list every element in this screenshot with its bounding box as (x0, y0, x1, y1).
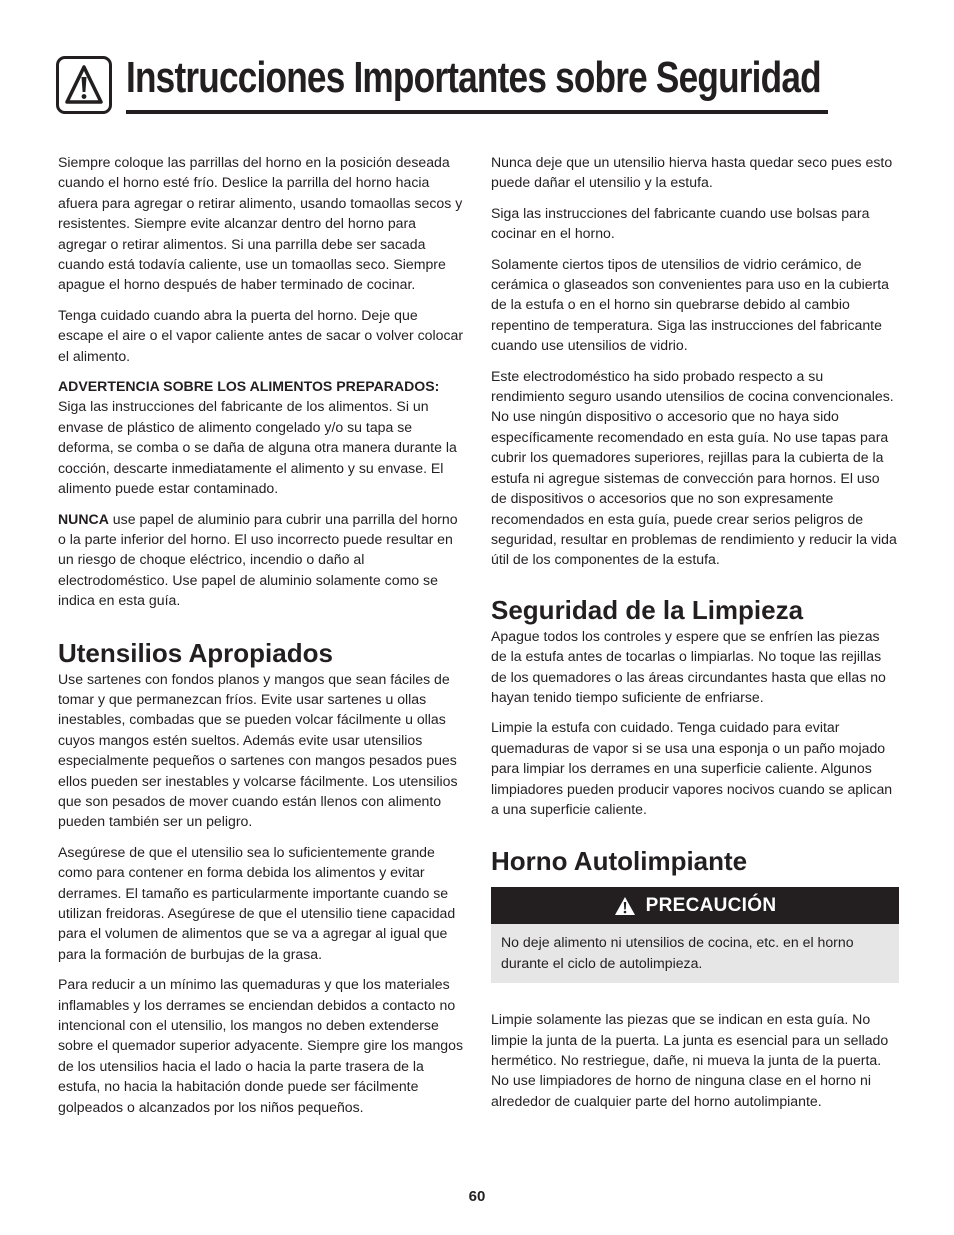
caution-header (491, 887, 899, 924)
caution-text: No deje alimento ni utensilios de cocina, etc. en el horno durante el ciclo de autolimpieza. (501, 934, 854, 971)
paragraph-racks: Siempre coloque las parrillas del horno en la posición deseada cuando el horno esté frío. Deslice la parrilla del horno hacia afuera para agregar o retirar alimento, usando tomaollas secos y resistentes. Siempre evite alcanzar dentro del horno para agregar o retirar alimentos. Si una parrilla debe ser sacada cuando está todavía caliente, use un tomaollas seco. Siempre apague el horno después de haber terminado de cocinar. (58, 154, 463, 293)
warning-triangle-icon (56, 56, 112, 114)
right-column (491, 152, 899, 1121)
prepared-food-warning-lead: ADVERTENCIA SOBRE LOS ALIMENTOS PREPARADOS: (58, 378, 440, 395)
paragraph-cool-down: Apague todos los controles y espere que se enfríen las piezas de la estufa antes de tocarlas o limpiarlas. No toque las rejillas de los quemadores o las áreas circundantes hasta que ellas no hayan tenido tiempo suficiente de enfriarse. (491, 627, 886, 705)
paragraph-clean-carefully: Limpie la estufa con cuidado. Tenga cuidado para evitar quemaduras de vapor si se usa una esponja o un paño mojado para limpiar los derrames en una superficie caliente. Algunos limpiadores pueden producir vapores nocivos cuando se aplican a una superficie caliente. (491, 719, 893, 817)
title-underline (126, 110, 828, 114)
caution-box (491, 887, 899, 983)
paragraph-utensil-size: Asegúrese de que el utensilio sea lo suficientemente grande como para contener en forma debida los alimentos y evitar derrames. El tamaño es particularmente importante cuando se utilizan freidoras. Asegúrese de que el utensilio tiene capacidad para el volumen de alimentos que se va a agregar al igual que para la formación de burbujas de la grasa. (58, 843, 456, 962)
section-heading-seguridad-limpieza: Seguridad de la Limpieza (491, 594, 804, 625)
page-title: Instrucciones Importantes sobre Seguridad (126, 53, 821, 102)
paragraph-accessories: Este electrodoméstico ha sido probado respecto a su rendimiento seguro usando utensilios de cocina convencionales. No use ningún dispositivo o accesorio que no haya sido específicamente recomendado en esta guía. No use tapas para cubrir los quemadores superiores, rejillas para la cubierta de la estufa ni agregue sistemas de convección para hornos. El uso de dispositivos o accesorios que no son expresamente recomendados en esta guía, puede crear serios peligros de seguridad, resultar en problemas de rendimiento y reducir la vida útil de los componentes de la estufa. (491, 367, 897, 568)
section-heading-utensilios: Utensilios Apropiados (58, 637, 333, 668)
left-column (58, 152, 466, 1127)
caution-label: PRECAUCIÓN (645, 894, 777, 916)
caution-body (491, 924, 899, 983)
paragraph-cooking-bags: Siga las instrucciones del fabricante cuando use bolsas para cocinar en el horno. (491, 204, 870, 242)
paragraph-oven-door: Tenga cuidado cuando abra la puerta del horno. Deje que escape el aire o el vapor caliente antes de sacar o volver colocar el alimento. (58, 306, 464, 364)
paragraph-aluminum-foil (58, 509, 466, 611)
prepared-food-warning-text: Siga las instrucciones del fabricante de los alimentos. Si un envase de plástico de alimento congelado y/o su tapa se deforma, se comba o se daña de alguna otra manera durante la cocción, descarte inmediatamente el alimento y su envase. El alimento puede estar contaminado. (58, 398, 457, 497)
paragraph-door-gasket: Limpie solamente las piezas que se indican en esta guía. No limpie la junta de la puerta. La junta es esencial para un sellado hermético. No restriegue, dañe, ni mueva la junta de la puerta. No use limpiadores de horno de ninguna clase en el horno ni alrededor de cualquier parte del horno autolimpiante. (491, 1011, 889, 1109)
aluminum-foil-text: use papel de aluminio para cubrir una parrilla del horno o la parte inferior del horno. El uso incorrecto puede resultar en un riesgo de choque eléctrico, incendio o daño al electrodoméstico. Use papel de aluminio solamente como se indica en esta guía. (58, 510, 458, 609)
never-lead: NUNCA (58, 510, 109, 527)
paragraph-flat-pans: Use sartenes con fondos planos y mangos que sean fáciles de tomar y que permanezcan fríos. Evite usar sartenes u ollas inestables, combadas que se pueden volcar fácilmente u ollas cuyos mangos estén sueltos. Además evite usar utensilios especialmente pequeños o sartenes con mangos pesados pues ellos pueden ser inestables y volcarse fácilmente. Los utensilios que son pesados de mover cuando están llenos con alimento pueden también ser un peligro. (58, 670, 458, 830)
paragraph-handles: Para reducir a un mínimo las quemaduras y que los materiales inflamables y los derrames se enciendan debidos a contacto no intencional con el utensilio, los mangos no deben extenderse sobre el quemador superior adyacente. Siempre gire los mangos de los utensilios hacia el lado o hacia la parte trasera de la estufa, no hacia la habitación donde puede ser fácilmente golpeados o alcanzados por los niños pequeños. (58, 976, 464, 1115)
page-number: 60 (468, 1188, 486, 1205)
paragraph-glass-cookware: Solamente ciertos tipos de utensilios de vidrio cerámico, de cerámica o glaseados son convenientes para uso en la cubierta de la estufa o en el horno sin quebrarse debido al cambio repentino de temperatura. Siga las instrucciones del fabricante cuando use utensilios de vidrio. (491, 255, 890, 354)
section-heading-horno-autolimpiante: Horno Autolimpiante (491, 846, 748, 877)
paragraph-prepared-food-warning (58, 376, 466, 498)
paragraph-boil-dry: Nunca deje que un utensilio hierva hasta quedar seco pues esto puede dañar el utensilio y la estufa. (491, 154, 893, 191)
caution-warning-icon (614, 896, 636, 916)
page-header (56, 50, 828, 118)
